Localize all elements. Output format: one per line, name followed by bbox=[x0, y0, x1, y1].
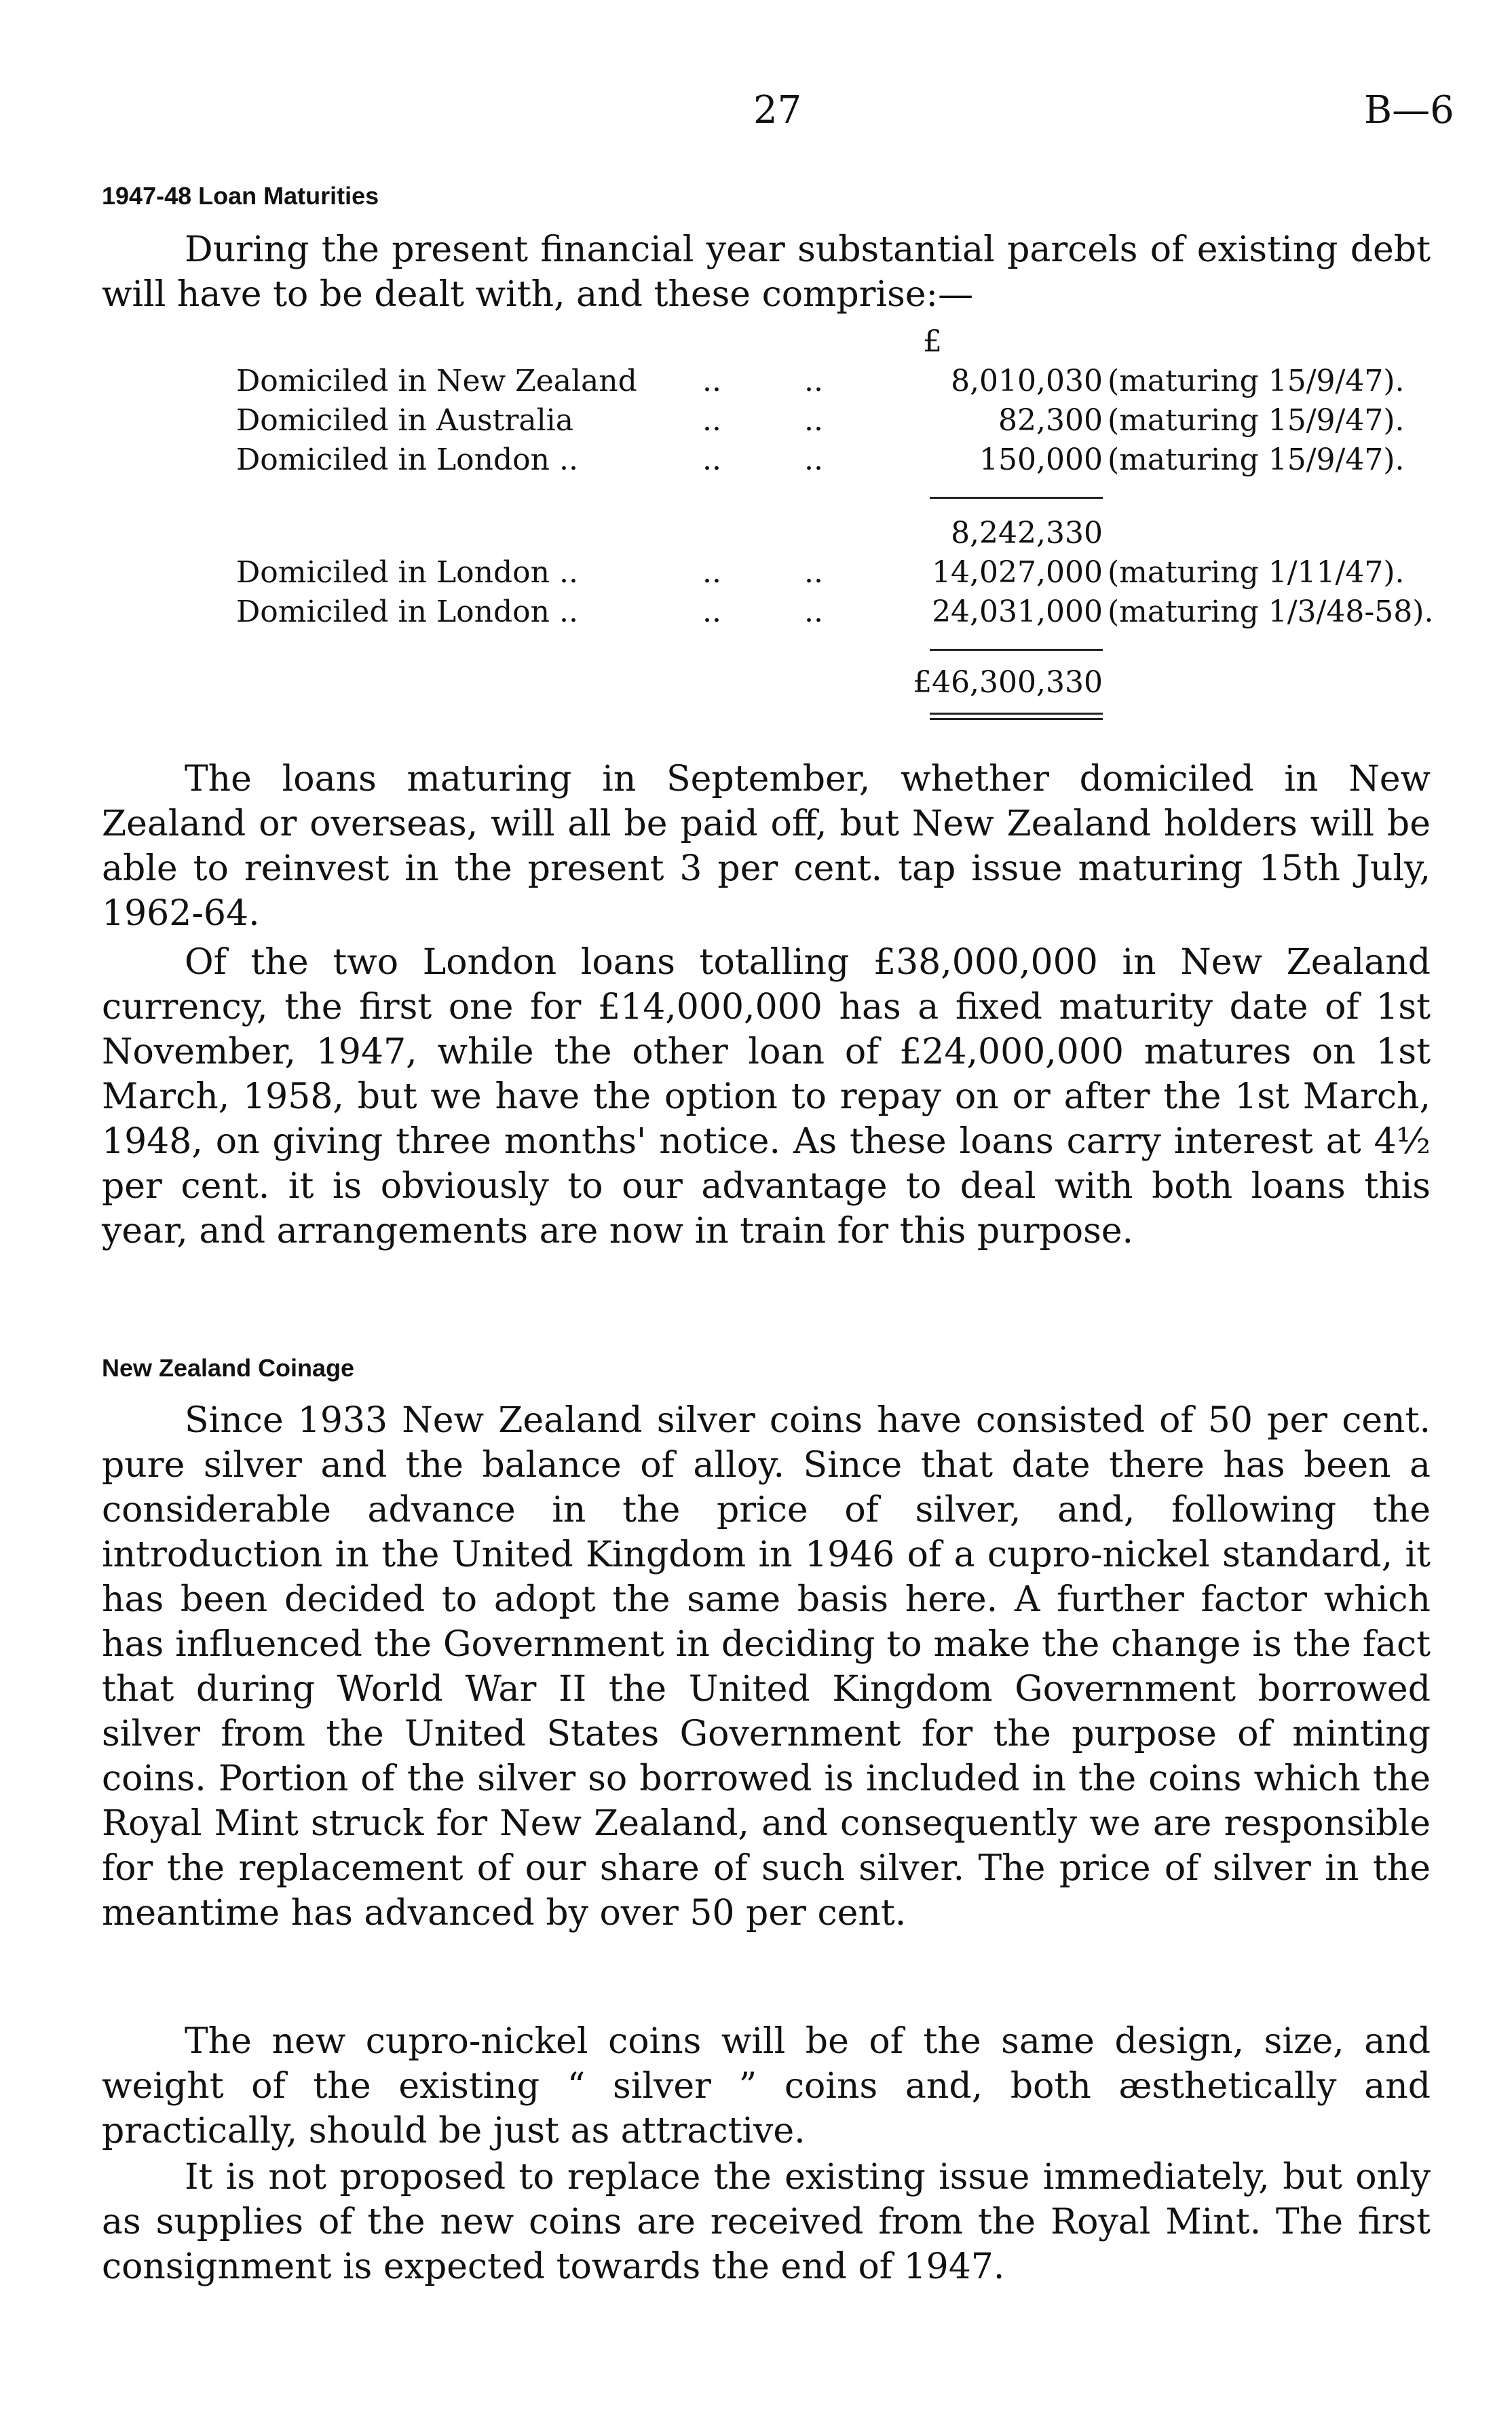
loan-label: Domiciled in London .. bbox=[236, 595, 578, 629]
total-double-rule-top bbox=[930, 713, 1103, 715]
total-amount: £46,300,330 bbox=[913, 665, 1103, 700]
leader-dots: .. bbox=[804, 443, 823, 477]
leader-dots: .. bbox=[804, 595, 823, 629]
leader-dots: .. bbox=[702, 403, 721, 438]
leader-dots: .. bbox=[702, 364, 721, 398]
loan-maturity: (maturing 1/11/47). bbox=[1108, 555, 1405, 590]
section-heading-loan-maturities: 1947-48 Loan Maturities bbox=[102, 182, 379, 210]
coinage-paragraph: Since 1933 New Zealand silver coins have consisted of 50 per cent. pure silver and the balance of alloy. Since that date there has been a considerable advance in the price of silver, and, following the introduction in the United Kingdom in 1946 of a cupro-nickel standard, it has been decided to adopt the same basis here. A further factor which has influenced the Government in deciding to make the change is the fact that during World War II the United Kingdom Government borrowed silver from the United States Government for the purpose of minting coins. Portion of the silver so borrowed is included in the coins which the Royal Mint struck for New Zealand, and consequently we are responsible for the replacement of our share of such silver. The price of silver in the meantime has advanced by over 50 per cent. bbox=[102, 1400, 1431, 1934]
leader-dots: .. bbox=[702, 595, 721, 629]
loan-maturity: (maturing 15/9/47). bbox=[1108, 443, 1405, 477]
leader-dots: .. bbox=[702, 555, 721, 590]
loan-maturity: (maturing 1/3/48-58). bbox=[1108, 595, 1434, 629]
loan-label: Domiciled in London .. bbox=[236, 443, 578, 477]
loan-amount: 150,000 bbox=[979, 443, 1103, 477]
total-rule bbox=[930, 649, 1103, 651]
leader-dots: .. bbox=[804, 364, 823, 398]
section-heading-coinage: New Zealand Coinage bbox=[102, 1354, 355, 1382]
loan-label: Domiciled in New Zealand bbox=[236, 364, 637, 398]
loan-amount: 82,300 bbox=[998, 403, 1103, 438]
replacement-paragraph: It is not proposed to replace the existing issue immediately, but only as supplies of the new coins are received from the Royal Mint. The first consignment is expected towards the end of 1947. bbox=[102, 2157, 1431, 2287]
subtotal-amount: 8,242,330 bbox=[951, 516, 1103, 550]
loan-amount: 8,010,030 bbox=[951, 364, 1103, 398]
intro-paragraph: During the present financial year substantial parcels of existing debt will have to be dealt with, and these comprise:— bbox=[102, 229, 1431, 315]
leader-dots: .. bbox=[804, 403, 823, 438]
subtotal-rule bbox=[930, 497, 1103, 499]
document-code: B—6 bbox=[1364, 88, 1454, 132]
loan-maturity: (maturing 15/9/47). bbox=[1108, 403, 1405, 438]
london-loans-paragraph: Of the two London loans totalling £38,000,000 in New Zealand currency, the first one for £14,000,000 has a fixed maturity date of 1st November, 1947, while the other loan of £24,000,000 matures on 1st March, 1958, but we have the option to repay on or after the 1st March, 1948, on giving three months' notice. As these loans carry interest at 4½ per cent. it is obviously to our advantage to deal with both loans this year, and arrangements are now in train for this purpose. bbox=[102, 942, 1431, 1251]
cupro-nickel-paragraph: The new cupro-nickel coins will be of the same design, size, and weight of the existing “ silver ” coins and, both æsthetically and practically, should be just as attractive. bbox=[102, 2021, 1431, 2151]
leader-dots: .. bbox=[702, 443, 721, 477]
loan-amount: 24,031,000 bbox=[932, 595, 1103, 629]
total-double-rule-bottom bbox=[930, 718, 1103, 720]
currency-header: £ bbox=[923, 324, 942, 359]
loan-amount: 14,027,000 bbox=[932, 555, 1103, 590]
loan-maturity: (maturing 15/9/47). bbox=[1108, 364, 1405, 398]
september-loans-paragraph: The loans maturing in September, whether domiciled in New Zealand or overseas, will all be paid off, but New Zealand holders will be able to reinvest in the present 3 per cent. tap issue maturing 15th July, 1962-64. bbox=[102, 759, 1431, 934]
page-number: 27 bbox=[753, 88, 802, 132]
loan-label: Domiciled in London .. bbox=[236, 555, 578, 590]
loan-label: Domiciled in Australia bbox=[236, 403, 573, 438]
leader-dots: .. bbox=[804, 555, 823, 590]
